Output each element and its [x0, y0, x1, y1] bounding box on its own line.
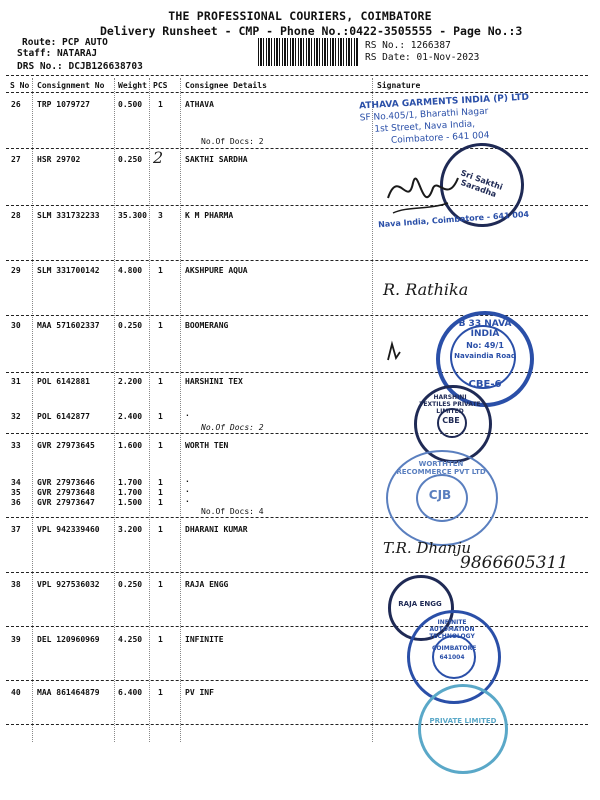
- row-consignment: MAA 861464879: [37, 688, 100, 697]
- row-pcs: 1: [158, 580, 163, 589]
- row-weight: 4.800: [118, 266, 143, 275]
- row-note: No.Of Docs: 2: [201, 137, 264, 146]
- pv-inf-stamp: [418, 684, 508, 774]
- row-consignment: POL 6142881: [37, 377, 90, 386]
- row-sno: 33: [11, 441, 21, 450]
- row-pcs: 1: [158, 321, 163, 330]
- row-weight: 1.600: [118, 441, 143, 450]
- row-weight: 1.700: [118, 488, 143, 497]
- drs-number: DRS No.: DCJB126638703: [17, 61, 143, 72]
- column-rule: [32, 78, 33, 742]
- rs-date: RS Date: 01-Nov-2023: [365, 52, 480, 63]
- col-consignee: Consignee Details: [185, 81, 267, 90]
- stamp-text: CBE: [442, 416, 460, 425]
- row-weight: 0.250: [118, 321, 143, 330]
- row-note: No.Of Docs: 4: [201, 507, 264, 516]
- row-sno: 30: [11, 321, 21, 330]
- row-consignee: INFINITE: [185, 635, 224, 644]
- row-consignee: .: [185, 485, 190, 494]
- row-weight: 2.400: [118, 412, 143, 421]
- stamp-text: HARSHINI TEXTILES PRIVATE LIMITED: [419, 394, 481, 415]
- row-consignee: .: [185, 409, 190, 418]
- row-pcs: 1: [158, 100, 163, 109]
- row-weight: 6.400: [118, 688, 143, 697]
- row-weight: 2.200: [118, 377, 143, 386]
- row-divider: [6, 260, 588, 261]
- row-consignment: MAA 571602337: [37, 321, 100, 330]
- company-title: THE PROFESSIONAL COURIERS, COIMBATORE: [168, 9, 432, 23]
- row-sno: 37: [11, 525, 21, 534]
- row-pcs: 1: [158, 525, 163, 534]
- row-weight: 3.200: [118, 525, 143, 534]
- stamp-text: 641004: [439, 654, 465, 661]
- row-consignee: DHARANI KUMAR: [185, 525, 248, 534]
- stamp-text: PRIVATE LIMITED: [429, 717, 497, 725]
- row-pcs: 1: [158, 688, 163, 697]
- stamp-text: CJB: [428, 488, 452, 502]
- column-rule: [180, 78, 181, 742]
- row-pcs: 1: [158, 441, 163, 450]
- row-consignee: RAJA ENGG: [185, 580, 229, 589]
- signature-boomerang: [384, 340, 404, 362]
- row-consignment: GVR 27973647: [37, 498, 95, 507]
- row-sno: 28: [11, 211, 21, 220]
- athava-stamp: [359, 92, 531, 149]
- row-sno: 32: [11, 412, 21, 421]
- row-weight: 4.250: [118, 635, 143, 644]
- stamp-text: Navaindia Road: [454, 352, 516, 360]
- barcode: [258, 38, 358, 66]
- row-consignment: POL 6142877: [37, 412, 90, 421]
- row-consignment: VPL 942339460: [37, 525, 100, 534]
- row-consignee: AKSHPURE AQUA: [185, 266, 248, 275]
- row-weight: 0.250: [118, 580, 143, 589]
- row-consignment: SLM 331700142: [37, 266, 100, 275]
- row-sno: 40: [11, 688, 21, 697]
- row-sno: 34: [11, 478, 21, 487]
- km-pharma-stamp: Nava India, Coimbatore - 641 004: [377, 209, 530, 230]
- row-weight: 35.300: [118, 211, 147, 220]
- row-divider: [6, 626, 588, 627]
- row-consignee: WORTH TEN: [185, 441, 229, 450]
- row-sno: 38: [11, 580, 21, 589]
- stamp-line: SF No.405/1, Bharathi Nagar: [359, 106, 489, 124]
- handwritten-pcs: 2: [153, 148, 164, 167]
- runsheet-subtitle: Delivery Runsheet - CMP - Phone No.:0422-3505555 - Page No.:3: [100, 24, 523, 38]
- row-divider: [6, 433, 588, 434]
- row-sno: 36: [11, 498, 21, 507]
- row-consignee: BOOMERANG: [185, 321, 229, 330]
- col-sno: S No: [10, 81, 30, 90]
- row-pcs: 3: [158, 211, 163, 220]
- row-weight: 0.250: [118, 155, 143, 164]
- row-consignment: GVR 27973645: [37, 441, 95, 450]
- row-consignee: ATHAVA: [185, 100, 214, 109]
- stamp-text: INFINITE AUTOMATION TECHNOLOGY: [429, 619, 475, 640]
- col-weight: Weight: [118, 81, 147, 90]
- column-rule: [372, 78, 373, 742]
- row-pcs: 1: [158, 635, 163, 644]
- row-consignment: SLM 331732233: [37, 211, 100, 220]
- row-consignee: .: [185, 475, 190, 484]
- stamp-text: Sri Sakthi Saradha: [459, 168, 504, 200]
- row-consignee: HARSHINI TEX: [185, 377, 243, 386]
- row-pcs: 1: [158, 478, 163, 487]
- row-divider: [6, 517, 588, 518]
- stamp-line: Coimbatore - 641 004: [390, 130, 490, 146]
- row-consignee: SAKTHI SARDHA: [185, 155, 248, 164]
- row-pcs: 1: [158, 266, 163, 275]
- row-note: No.Of Docs: 2: [201, 423, 264, 432]
- row-weight: 1.700: [118, 478, 143, 487]
- row-consignee: PV INF: [185, 688, 214, 697]
- handwritten-phone: 9866605311: [460, 553, 569, 573]
- row-sno: 35: [11, 488, 21, 497]
- row-consignment: VPL 927536032: [37, 580, 100, 589]
- row-consignment: DEL 120960969: [37, 635, 100, 644]
- row-pcs: 1: [158, 377, 163, 386]
- row-divider: [6, 680, 588, 681]
- column-rule: [149, 78, 150, 742]
- stamp-text: CBE-6: [468, 379, 502, 390]
- row-consignment: HSR 29702: [37, 155, 81, 164]
- row-consignee: K M PHARMA: [185, 211, 234, 220]
- row-consignee: .: [185, 495, 190, 504]
- col-pcs: PCS: [153, 81, 168, 90]
- worthten-stamp: [386, 450, 498, 546]
- stamp-text: RAJA ENGG: [398, 600, 442, 608]
- row-sno: 26: [11, 100, 21, 109]
- row-pcs: 1: [158, 488, 163, 497]
- row-consignment: TRP 1079727: [37, 100, 90, 109]
- row-consignment: GVR 27973646: [37, 478, 95, 487]
- col-consignment: Consignment No: [37, 81, 105, 90]
- row-pcs: 1: [158, 498, 163, 507]
- row-sno: 27: [11, 155, 21, 164]
- stamp-line: ATHAVA GARMENTS INDIA (P) LTD: [358, 92, 530, 112]
- row-consignment: GVR 27973648: [37, 488, 95, 497]
- route-label: Route: PCP AUTO: [22, 37, 108, 48]
- staff-label: Staff: NATARAJ: [17, 48, 98, 59]
- header-divider-top: [6, 75, 588, 76]
- row-sno: 29: [11, 266, 21, 275]
- row-sno: 31: [11, 377, 21, 386]
- row-weight: 1.500: [118, 498, 143, 507]
- rs-number: RS No.: 1266387: [365, 40, 451, 51]
- row-weight: 0.500: [118, 100, 143, 109]
- stamp-line: 1st Street, Nava India,: [374, 119, 476, 135]
- row-pcs: 1: [158, 412, 163, 421]
- signature-akshpure: R. Rathika: [383, 280, 469, 299]
- col-signature: Signature: [377, 81, 421, 90]
- column-rule: [114, 78, 115, 742]
- stamp-text: COIMBATORE: [432, 645, 477, 652]
- stamp-text: No: 49/1: [466, 341, 504, 350]
- signature-dharani: T.R. Dhanju: [383, 539, 472, 557]
- stamp-text: WORTHTEN RECOMMERCE PVT LTD: [396, 460, 486, 476]
- row-sno: 39: [11, 635, 21, 644]
- stamp-text: B 33 NAVA INDIA: [458, 319, 512, 339]
